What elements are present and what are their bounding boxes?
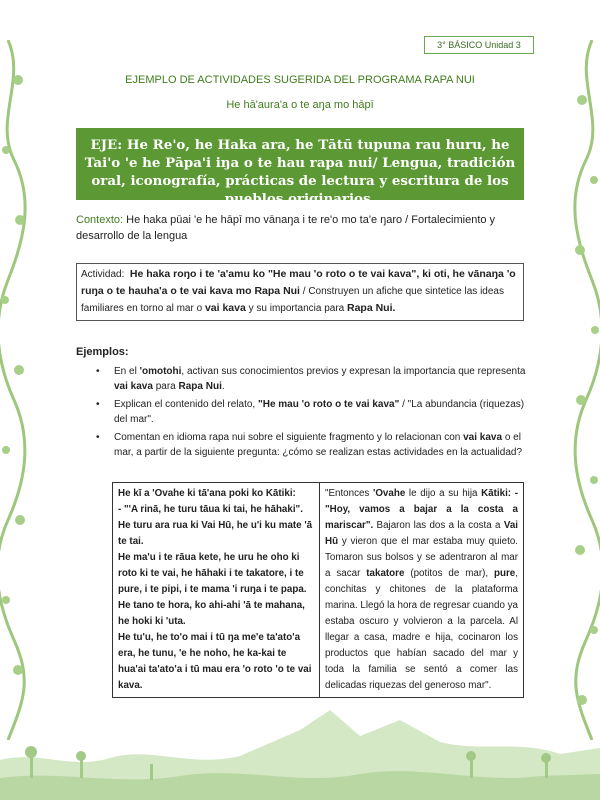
list-text: o el mar, a partir de la siguiente pregunta: ¿cómo se realizan estas actividades en la actualidad? (114, 432, 523, 458)
list-item (96, 430, 528, 460)
fragment-table (112, 482, 524, 698)
page-title: EJEMPLO DE ACTIVIDADES SUGERIDA DEL PROGRAMA RAPA NUI (125, 74, 475, 86)
fragment-text: , conchitas y chitones de la plataforma marina. Llegó la hora de regresar cuando ya estaba oscuro y volvieron a la parcela. Al llegar a casa, madre e hija, cocinaron los productos que habían sacado del mar y toda la familia se sentó a comer las delicadas riquezas del generoso mar". (325, 568, 518, 691)
contexto-text: He haka pūai 'e he hāpī mo vānaŋa i te re'o mo ta'e ŋaro / Fortalecimiento y desarrollo de la lengua (76, 214, 496, 242)
actividad-text-1: / Construyen un afiche que sintetice las ideas familiares en torno al mar o (81, 286, 504, 314)
footer-landscape-illustration (0, 690, 600, 800)
list-text: . (221, 381, 225, 392)
fragment-bold: Vai Hū (325, 520, 518, 547)
list-bold: 'omotohi (139, 366, 182, 377)
list-bold: vai kava (463, 432, 503, 443)
fragment-line: He kī a 'Ovahe ki tā'ana poki ko Kātiki: (118, 488, 296, 499)
fragment-line: He tu'u, he to'o mai i tū ŋa me'e ta'ato'a era, he tunu, 'e he noho, he ka-kai te hua'ai ta'ato'a i tū mau era 'o roto 'o te vai kava. (118, 632, 312, 691)
list-text: / "La abundancia (riquezas) del mar". (114, 399, 525, 425)
table-row (113, 483, 524, 698)
list-text: En el (114, 366, 140, 377)
list-text: para (152, 381, 179, 392)
fragment-text: "Entonces (325, 488, 373, 499)
contexto-label: Contexto: (76, 214, 124, 226)
actividad-bold-1: He haka roŋo i te 'a'amu ko "He mau 'o roto o te vai kava", ki oti, he vānaŋa 'o ruŋa o te hauha'a o te vai kava mo Rapa Nui (81, 268, 516, 297)
eje-banner: EJE: He Re'o, he Haka ara, he Tātū tupuna rau huru, he Tai'o 'e he Pāpa'i iŋa o te hau rapa nui/ Lengua, tradición oral, iconografía, prácticas de lectura y escritura de los pueblos originarios. (76, 128, 524, 200)
list-text: Comentan en idioma rapa nui sobre el siguiente fragmento y lo relacionan con (114, 432, 464, 443)
actividad-box (76, 263, 524, 321)
actividad-text-2: y su importancia para (245, 303, 347, 314)
list-bold: vai kava (114, 381, 153, 392)
fragment-text: y vieron que el mar estaba muy quieto. Tomaron sus bolsos y se adentraron al mar a sacar (325, 536, 518, 579)
list-item (96, 397, 528, 427)
list-item (96, 364, 528, 394)
fragment-line: - "'A rinā, he turu tāua ki tai, he hāhaki". (118, 504, 303, 515)
actividad-label: Actividad: (81, 269, 125, 280)
fragment-bold: 'Ovahe (372, 488, 406, 499)
fragment-text: Bajaron las dos a la costa a (373, 520, 504, 531)
right-decorative-border (570, 40, 600, 740)
actividad-bold-3: Rapa Nui. (347, 302, 396, 314)
bullet-icon: • (96, 432, 100, 443)
left-decorative-border (0, 40, 30, 740)
fragment-line: He turu ara rua ki Vai Hū, he u'i ku mate 'ā te tai. (118, 520, 313, 547)
spanish-fragment-cell (320, 483, 524, 698)
list-text: Explican el contenido del relato, (114, 399, 258, 410)
grade-unit-badge: 3° BÁSICO Unidad 3 (424, 36, 534, 54)
list-text: , activan sus conocimientos previos y expresan la importancia que representa (181, 366, 526, 377)
bullet-icon: • (96, 366, 100, 377)
fragment-text: (potitos de mar), (404, 568, 495, 579)
fragment-bold: pure (494, 568, 516, 579)
fragment-line: He ma'u i te rāua kete, he uru he oho ki roto ki te vai, he hāhaki i te takatore, i te pure, i te pipi, i te mama 'i ruŋa i te papa. (118, 552, 307, 595)
fragment-text: le dijo a su hija (405, 488, 482, 499)
fragment-bold: takatore (366, 568, 405, 579)
actividad-bold-2: vai kava (204, 302, 246, 314)
fragment-line: He tano te hora, ko ahi-ahi 'ā te mahana, he hoki ki 'uta. (118, 600, 305, 627)
list-bold: "He mau 'o roto o te vai kava" (257, 399, 400, 410)
ejemplos-list (96, 364, 528, 463)
ejemplos-heading: Ejemplos: (76, 346, 129, 358)
contexto-paragraph (76, 212, 528, 244)
fragment-bold: Kātiki: - "Hoy, vamos a bajar a la costa a mariscar". (325, 488, 518, 531)
list-bold: Rapa Nui (178, 381, 222, 392)
page-subtitle: He hā'aura'a o te aŋa mo hāpī (226, 99, 374, 111)
bullet-icon: • (96, 399, 100, 410)
rapanui-fragment-cell (113, 483, 320, 698)
